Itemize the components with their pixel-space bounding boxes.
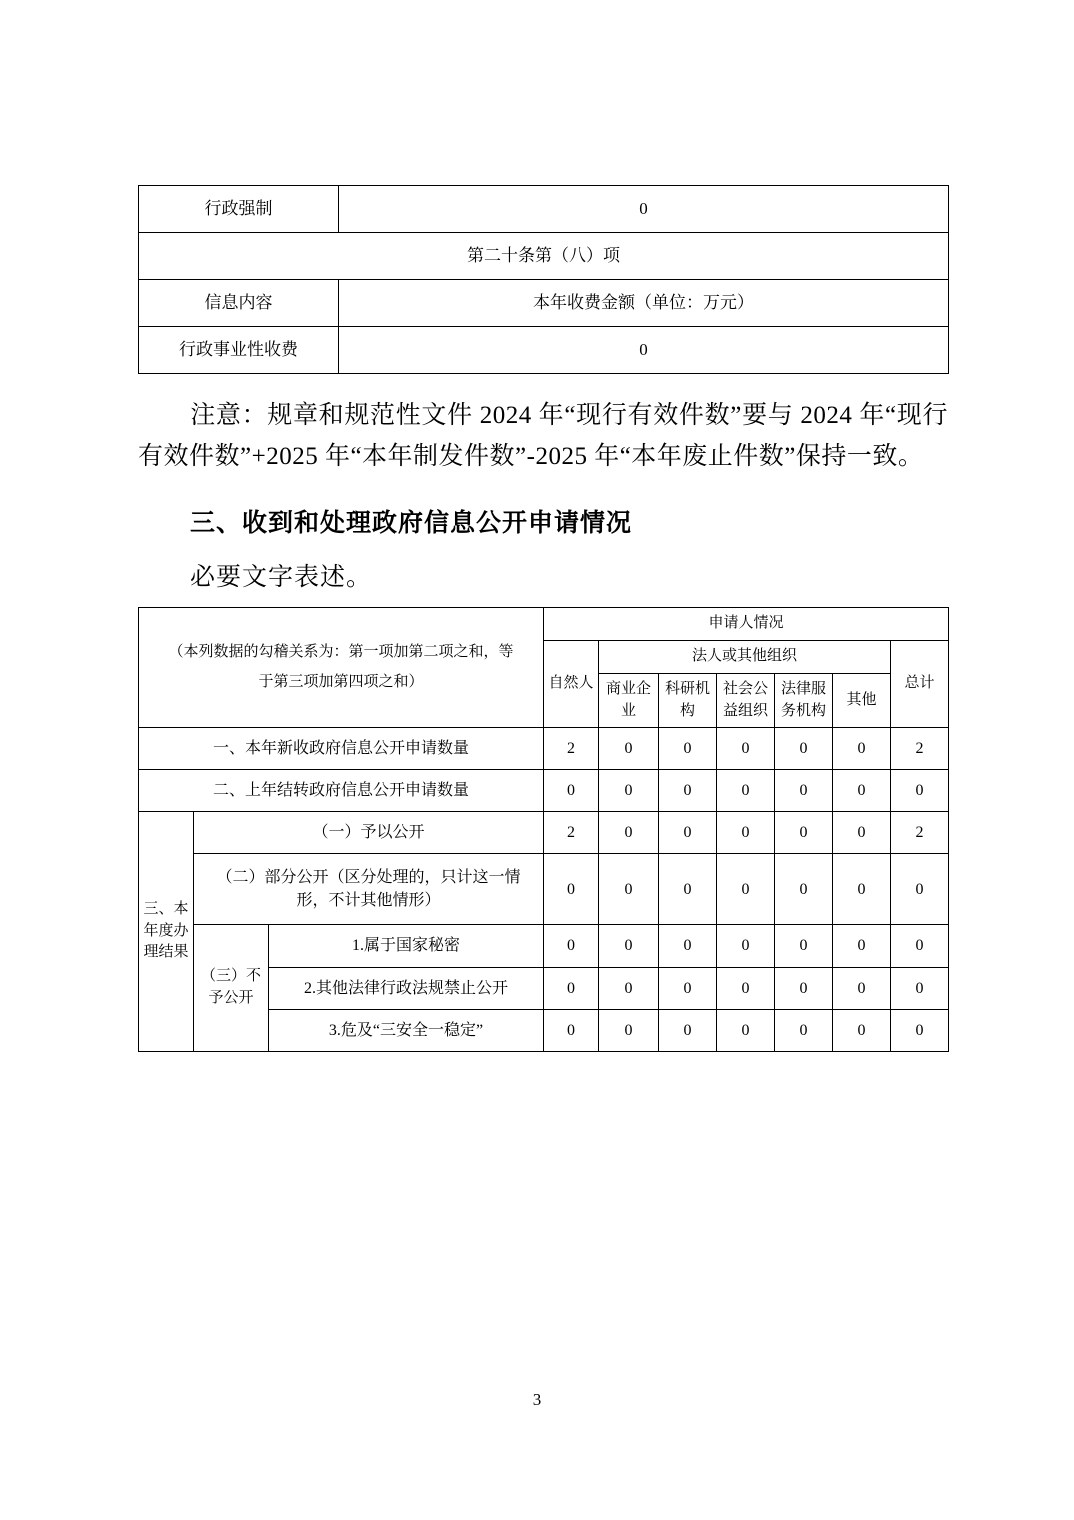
cell-value: 2 xyxy=(891,811,949,853)
row-label: （二）部分公开（区分处理的，只计这一情形，不计其他情形） xyxy=(194,854,544,925)
cell-value: 0 xyxy=(775,811,833,853)
cell-value: 0 xyxy=(659,967,717,1009)
cell-value: 0 xyxy=(544,1009,599,1051)
cell-value: 0 xyxy=(891,1009,949,1051)
row-value: 0 xyxy=(339,186,949,233)
row-label: 1.属于国家秘密 xyxy=(269,925,544,967)
section-title-text: 三、收到和处理政府信息公开申请情况 xyxy=(190,508,633,537)
cell-value: 0 xyxy=(659,1009,717,1051)
group-label-not-disclosed: （三）不予公开 xyxy=(194,925,269,1052)
table-row xyxy=(139,327,949,374)
fees-table xyxy=(138,185,949,374)
legal-person-group-header: 法人或其他组织 xyxy=(599,640,891,673)
page-number: 3 xyxy=(532,1390,542,1409)
table-row xyxy=(139,854,949,925)
cell-value: 0 xyxy=(599,769,659,811)
table-row xyxy=(139,280,949,327)
natural-person-header: 自然人 xyxy=(544,640,599,727)
row-value: 0 xyxy=(339,327,949,374)
row-label: 3.危及“三安全一稳定” xyxy=(269,1009,544,1051)
table-row xyxy=(139,769,949,811)
row-label: 行政强制 xyxy=(139,186,339,233)
section-title xyxy=(138,503,948,539)
cell-value: 0 xyxy=(775,727,833,769)
row-label: 2.其他法律行政法规禁止公开 xyxy=(269,967,544,1009)
cell-value: 0 xyxy=(659,811,717,853)
cell-value: 0 xyxy=(775,967,833,1009)
col-header-public-welfare: 社会公益组织 xyxy=(717,673,775,727)
cell-value: 0 xyxy=(775,925,833,967)
cell-value: 0 xyxy=(599,967,659,1009)
cell-value: 0 xyxy=(833,854,891,925)
cell-value: 2 xyxy=(544,727,599,769)
cell-value: 0 xyxy=(891,925,949,967)
cell-value: 0 xyxy=(717,811,775,853)
cell-value: 0 xyxy=(659,925,717,967)
cell-value: 0 xyxy=(833,967,891,1009)
cell-value: 0 xyxy=(833,769,891,811)
cell-value: 0 xyxy=(717,925,775,967)
cell-value: 0 xyxy=(717,1009,775,1051)
cell-value: 0 xyxy=(659,854,717,925)
cell-value: 0 xyxy=(717,727,775,769)
row-label: （一）予以公开 xyxy=(194,811,544,853)
cell-value: 0 xyxy=(717,967,775,1009)
cell-value: 0 xyxy=(544,925,599,967)
col-header-business: 商业企业 xyxy=(599,673,659,727)
total-header: 总计 xyxy=(891,640,949,727)
note-paragraph xyxy=(138,396,948,477)
cell-value: 0 xyxy=(717,769,775,811)
cell-value: 0 xyxy=(891,967,949,1009)
applicant-group-header: 申请人情况 xyxy=(544,608,949,641)
table-row xyxy=(139,925,949,967)
cell-value: 0 xyxy=(599,854,659,925)
cell-value: 0 xyxy=(775,1009,833,1051)
cell-value: 0 xyxy=(717,854,775,925)
cell-value: 0 xyxy=(599,811,659,853)
row-label: 行政事业性收费 xyxy=(139,327,339,374)
section-header-cell: 第二十条第（八）项 xyxy=(139,233,949,280)
cell-value: 0 xyxy=(599,1009,659,1051)
row-value: 本年收费金额（单位：万元） xyxy=(339,280,949,327)
cell-value: 0 xyxy=(775,769,833,811)
note-text: 注意：规章和规范性文件 2024 年“现行有效件数”要与 2024 年“现行有效件数”+2025 年“本年制发件数”-2025 年“本年废止件数”保持一致。 xyxy=(138,402,948,470)
cell-value: 0 xyxy=(599,727,659,769)
section-subtitle-text: 必要文字表述。 xyxy=(190,564,373,591)
table-header-row xyxy=(139,608,949,641)
cell-value: 0 xyxy=(544,967,599,1009)
cell-value: 0 xyxy=(891,769,949,811)
applications-table xyxy=(138,607,949,1052)
section-subtitle xyxy=(138,557,948,593)
corner-note-cell: （本列数据的勾稽关系为：第一项加第二项之和，等于第三项加第四项之和） xyxy=(139,608,544,728)
cell-value: 0 xyxy=(544,769,599,811)
row-label: 信息内容 xyxy=(139,280,339,327)
page-content xyxy=(138,185,948,1052)
col-header-legal-service: 法律服务机构 xyxy=(775,673,833,727)
row-label: 一、本年新收政府信息公开申请数量 xyxy=(139,727,544,769)
table-row xyxy=(139,233,949,280)
cell-value: 0 xyxy=(544,854,599,925)
cell-value: 0 xyxy=(775,854,833,925)
row-label: 二、上年结转政府信息公开申请数量 xyxy=(139,769,544,811)
cell-value: 2 xyxy=(544,811,599,853)
cell-value: 0 xyxy=(833,811,891,853)
table-row xyxy=(139,186,949,233)
cell-value: 2 xyxy=(891,727,949,769)
col-header-research: 科研机构 xyxy=(659,673,717,727)
cell-value: 0 xyxy=(659,769,717,811)
col-header-other: 其他 xyxy=(833,673,891,727)
cell-value: 0 xyxy=(833,925,891,967)
cell-value: 0 xyxy=(833,1009,891,1051)
cell-value: 0 xyxy=(659,727,717,769)
table-row xyxy=(139,811,949,853)
table-row xyxy=(139,727,949,769)
group-label-annual-result: 三、本年度办理结果 xyxy=(139,811,194,1051)
cell-value: 0 xyxy=(833,727,891,769)
cell-value: 0 xyxy=(599,925,659,967)
cell-value: 0 xyxy=(891,854,949,925)
